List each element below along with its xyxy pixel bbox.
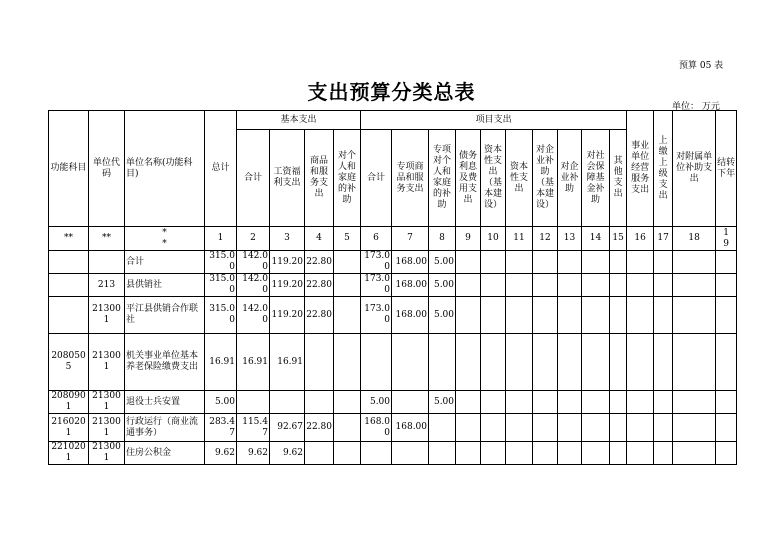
name-cell: 机关事业单位基本养老保险缴费支出 [125, 334, 205, 391]
empty-cell [533, 251, 558, 274]
empty-cell [582, 334, 610, 391]
name-cell: 退役士兵安置 [125, 391, 205, 414]
b-total-cell: 9.62 [237, 442, 270, 465]
p-personal-cell [429, 334, 456, 391]
index-cell: 12 [533, 227, 558, 251]
empty-cell [533, 297, 558, 334]
p-goods-cell [392, 334, 429, 391]
index-cell: 14 [582, 227, 610, 251]
empty-cell [456, 334, 481, 391]
p-total-cell [361, 442, 392, 465]
table-row [49, 334, 737, 391]
empty-cell [506, 274, 533, 297]
empty-cell [627, 274, 654, 297]
empty-cell [654, 391, 673, 414]
func-cell: 2080505 [49, 334, 89, 391]
header-b-total: 合计 [237, 130, 270, 227]
b-total-cell: 115.47 [237, 414, 270, 442]
p-goods-cell: 168.00 [392, 414, 429, 442]
empty-cell [481, 251, 506, 274]
index-cell: * * [125, 227, 205, 251]
p-total-cell: 173.00 [361, 251, 392, 274]
b-wage-cell: 119.20 [270, 274, 305, 297]
header-b-personal: 对个人和家庭的补助 [334, 130, 361, 227]
empty-cell [456, 297, 481, 334]
code-cell: 213001 [89, 442, 125, 465]
empty-cell [533, 334, 558, 391]
empty-cell [673, 274, 716, 297]
b-wage-cell: 9.62 [270, 442, 305, 465]
table-row [49, 442, 737, 465]
p-personal-cell: 5.00 [429, 251, 456, 274]
b-goods-cell: 22.80 [305, 414, 334, 442]
table-row [49, 251, 737, 274]
empty-cell [582, 297, 610, 334]
header-p-capital-basic: 资本性支出（基本建设） [481, 130, 506, 227]
header-p-personal: 专项对个人和家庭的补助 [429, 130, 456, 227]
header-p-other: 其他支出 [610, 130, 627, 227]
code-cell: 213001 [89, 334, 125, 391]
total-cell: 315.00 [205, 251, 237, 274]
index-cell: 3 [270, 227, 305, 251]
code-cell: 213001 [89, 391, 125, 414]
b-personal-cell [334, 391, 361, 414]
name-cell: 行政运行（商业流通事务） [125, 414, 205, 442]
total-cell: 315.00 [205, 274, 237, 297]
unit-label: 单位： 万元 [672, 102, 720, 112]
index-cell: 18 [673, 227, 716, 251]
empty-cell [506, 442, 533, 465]
empty-cell [481, 442, 506, 465]
empty-cell [582, 251, 610, 274]
empty-cell [456, 274, 481, 297]
empty-cell [610, 391, 627, 414]
empty-cell [558, 414, 582, 442]
table-number-label: 预算 05 表 [679, 61, 724, 71]
b-goods-cell [305, 334, 334, 391]
empty-cell [506, 297, 533, 334]
func-cell [49, 251, 89, 274]
b-personal-cell [334, 274, 361, 297]
b-goods-cell: 22.80 [305, 297, 334, 334]
func-cell: 2210201 [49, 442, 89, 465]
empty-cell [716, 251, 737, 274]
total-cell: 315.00 [205, 297, 237, 334]
total-cell: 16.91 [205, 334, 237, 391]
empty-cell [533, 442, 558, 465]
code-cell [89, 251, 125, 274]
empty-cell [533, 391, 558, 414]
func-cell: 2080901 [49, 391, 89, 414]
empty-cell [673, 334, 716, 391]
b-personal-cell [334, 297, 361, 334]
empty-cell [716, 274, 737, 297]
index-cell: 7 [392, 227, 429, 251]
empty-cell [610, 334, 627, 391]
header-basic-group: 基本支出 [237, 111, 361, 130]
b-wage-cell: 16.91 [270, 334, 305, 391]
empty-cell [456, 391, 481, 414]
func-cell [49, 274, 89, 297]
code-cell: 213001 [89, 297, 125, 334]
p-personal-cell [429, 442, 456, 465]
table-row [49, 274, 737, 297]
p-goods-cell: 168.00 [392, 297, 429, 334]
empty-cell [582, 414, 610, 442]
empty-cell [654, 442, 673, 465]
empty-cell [582, 442, 610, 465]
index-cell: 13 [558, 227, 582, 251]
name-cell: 县供销社 [125, 274, 205, 297]
p-personal-cell: 5.00 [429, 391, 456, 414]
name-cell: 住房公积金 [125, 442, 205, 465]
p-total-cell: 173.00 [361, 274, 392, 297]
empty-cell [558, 391, 582, 414]
empty-cell [627, 297, 654, 334]
budget-table [48, 110, 737, 465]
b-wage-cell: 92.67 [270, 414, 305, 442]
b-goods-cell: 22.80 [305, 274, 334, 297]
empty-cell [506, 334, 533, 391]
header-attached: 对附属单位补助支出 [673, 111, 716, 227]
empty-cell [533, 274, 558, 297]
empty-cell [673, 414, 716, 442]
empty-cell [673, 442, 716, 465]
index-cell: 2 [237, 227, 270, 251]
code-cell: 213 [89, 274, 125, 297]
b-personal-cell [334, 334, 361, 391]
empty-cell [654, 297, 673, 334]
empty-cell [610, 442, 627, 465]
index-cell: 11 [506, 227, 533, 251]
index-cell: 5 [334, 227, 361, 251]
b-personal-cell [334, 414, 361, 442]
empty-cell [481, 391, 506, 414]
empty-cell [456, 414, 481, 442]
func-cell [49, 297, 89, 334]
header-func: 功能科目 [49, 111, 89, 227]
index-cell: 9 [456, 227, 481, 251]
b-wage-cell: 119.20 [270, 297, 305, 334]
empty-cell [716, 297, 737, 334]
empty-cell [654, 274, 673, 297]
empty-cell [558, 297, 582, 334]
p-personal-cell: 5.00 [429, 297, 456, 334]
empty-cell [673, 251, 716, 274]
code-cell: 213001 [89, 414, 125, 442]
b-total-cell: 142.00 [237, 251, 270, 274]
empty-cell [654, 414, 673, 442]
header-project-group: 项目支出 [361, 111, 627, 130]
empty-cell [673, 297, 716, 334]
table-row [49, 297, 737, 334]
header-p-total: 合计 [361, 130, 392, 227]
empty-cell [558, 274, 582, 297]
empty-cell [481, 297, 506, 334]
index-cell: 10 [481, 227, 506, 251]
empty-cell [456, 442, 481, 465]
empty-cell [610, 251, 627, 274]
empty-cell [506, 414, 533, 442]
empty-cell [610, 297, 627, 334]
p-personal-cell [429, 414, 456, 442]
empty-cell [627, 442, 654, 465]
p-total-cell: 5.00 [361, 391, 392, 414]
empty-cell [558, 251, 582, 274]
index-cell: 17 [654, 227, 673, 251]
empty-cell [582, 391, 610, 414]
index-cell: 4 [305, 227, 334, 251]
index-cell: 15 [610, 227, 627, 251]
header-total: 总计 [205, 111, 237, 227]
header-p-social: 对社会保障基金补助 [582, 130, 610, 227]
b-total-cell: 16.91 [237, 334, 270, 391]
header-code: 单位代码 [89, 111, 125, 227]
p-goods-cell: 168.00 [392, 251, 429, 274]
index-cell: 1 9 [716, 227, 737, 251]
total-cell: 9.62 [205, 442, 237, 465]
b-wage-cell [270, 391, 305, 414]
b-total-cell [237, 391, 270, 414]
header-p-goods: 专项商品和服务支出 [392, 130, 429, 227]
index-cell: 8 [429, 227, 456, 251]
p-personal-cell: 5.00 [429, 274, 456, 297]
table-row [49, 414, 737, 442]
empty-cell [716, 391, 737, 414]
empty-cell [627, 251, 654, 274]
empty-cell [582, 274, 610, 297]
total-cell: 5.00 [205, 391, 237, 414]
index-cell: 16 [627, 227, 654, 251]
name-cell: 合计 [125, 251, 205, 274]
header-carry: 结转下年 [716, 111, 737, 227]
index-cell: ** [89, 227, 125, 251]
header-upper: 上缴上级支出 [654, 111, 673, 227]
index-cell: 1 [205, 227, 237, 251]
b-goods-cell: 22.80 [305, 251, 334, 274]
b-goods-cell [305, 391, 334, 414]
p-goods-cell: 168.00 [392, 274, 429, 297]
empty-cell [481, 334, 506, 391]
empty-cell [627, 334, 654, 391]
header-name: 单位名称(功能科目) [125, 111, 205, 227]
p-total-cell [361, 334, 392, 391]
header-biz: 事业单位经营服务支出 [627, 111, 654, 227]
header-p-debt: 债务利息及费用支出 [456, 130, 481, 227]
name-cell: 平江县供销合作联社 [125, 297, 205, 334]
empty-cell [610, 414, 627, 442]
header-b-goods: 商品和服务支出 [305, 130, 334, 227]
index-row [49, 227, 737, 251]
b-total-cell: 142.00 [237, 297, 270, 334]
empty-cell [627, 391, 654, 414]
empty-cell [456, 251, 481, 274]
b-personal-cell [334, 442, 361, 465]
header-p-enterprise-basic: 对企业补助（基本建设） [533, 130, 558, 227]
empty-cell [610, 274, 627, 297]
p-goods-cell [392, 442, 429, 465]
empty-cell [654, 251, 673, 274]
p-goods-cell [392, 391, 429, 414]
b-personal-cell [334, 251, 361, 274]
index-cell: ** [49, 227, 89, 251]
b-goods-cell [305, 442, 334, 465]
p-total-cell: 168.00 [361, 414, 392, 442]
table-row [49, 391, 737, 414]
empty-cell [627, 414, 654, 442]
empty-cell [506, 391, 533, 414]
total-cell: 283.47 [205, 414, 237, 442]
empty-cell [481, 274, 506, 297]
empty-cell [481, 414, 506, 442]
b-total-cell: 142.00 [237, 274, 270, 297]
b-wage-cell: 119.20 [270, 251, 305, 274]
empty-cell [654, 334, 673, 391]
empty-cell [506, 251, 533, 274]
page-title: 支出预算分类总表 [307, 80, 476, 104]
empty-cell [533, 414, 558, 442]
empty-cell [716, 414, 737, 442]
empty-cell [716, 334, 737, 391]
index-cell: 6 [361, 227, 392, 251]
header-p-enterprise: 对企业补助 [558, 130, 582, 227]
empty-cell [716, 442, 737, 465]
header-b-wage: 工资福利支出 [270, 130, 305, 227]
func-cell: 2160201 [49, 414, 89, 442]
p-total-cell: 173.00 [361, 297, 392, 334]
empty-cell [673, 391, 716, 414]
empty-cell [558, 442, 582, 465]
empty-cell [558, 334, 582, 391]
header-p-capital: 资本性支出 [506, 130, 533, 227]
